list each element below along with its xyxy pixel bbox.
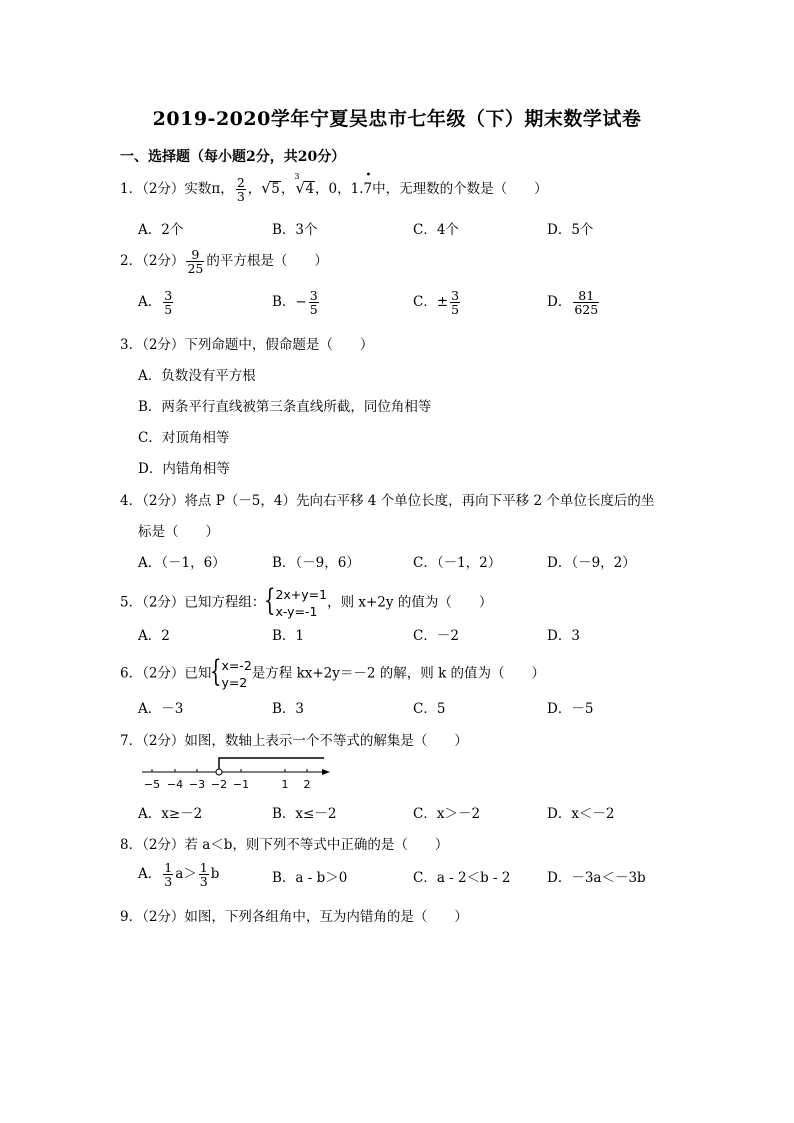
q2-option-a: A． $\frac{3}{5}$ xyxy=(138,288,173,317)
q6-equation-system: { x=-2 y=2 xyxy=(210,654,252,690)
q1-prefix: 1．（2分）实数π， xyxy=(120,181,234,197)
question-8: 8．（2分）若 a＜b，则下列不等式中正确的是（ ） xyxy=(120,837,449,853)
q6-option-b: B．3 xyxy=(272,701,305,717)
q3-option-a: A．负数没有平方根 xyxy=(138,368,256,384)
q8-option-d: D．－3a＜－3b xyxy=(547,870,646,886)
question-4-line-1: 4．（2分）将点 P（－5，4）先向右平移 4 个单位长度，再向下平移 2 个单位长度后的坐 xyxy=(120,493,655,509)
q8-option-c: C．a - 2＜b - 2 xyxy=(413,870,511,886)
q1-repeating-digit: • 7 xyxy=(363,170,373,197)
q3-option-d: D．内错角相等 xyxy=(138,461,230,477)
q7-option-a: A．x≥－2 xyxy=(138,806,203,822)
q1-option-c: C．4个 xyxy=(413,222,459,238)
q5-option-d: D．3 xyxy=(547,628,580,644)
question-5: 5．（2分）已知方程组： { 2x+y=1 x-y=-1 ，则 x+2y 的值为（ ） xyxy=(120,583,493,619)
question-1: 1．（2分）实数π， $\frac{2}{3}$ ， √ 5，$^3$ √ 4，0，1. • 7中，无理数的个数是（ ） xyxy=(120,170,548,204)
q7-option-d: D．x＜－2 xyxy=(547,806,615,822)
q6-option-c: C．5 xyxy=(413,701,446,717)
q1-mid: ，0，1. xyxy=(315,181,364,197)
section-heading: 一、选择题（每小题2分，共20分） xyxy=(120,149,346,165)
question-4-line-2: 标是（ ） xyxy=(138,524,219,540)
tick-label: −3 xyxy=(188,778,206,791)
q1-option-b: B．3个 xyxy=(272,222,318,238)
q5-option-c: C．－2 xyxy=(413,628,459,644)
question-3: 3．（2分）下列命题中，假命题是（ ） xyxy=(120,337,374,353)
question-9: 9．（2分）如图，下列各组角中，互为内错角的是（ ） xyxy=(120,909,468,925)
q2-option-c: C．± $\frac{3}{5}$ xyxy=(413,288,460,317)
tick-label: −1 xyxy=(232,778,250,791)
q1-option-a: A．2个 xyxy=(138,222,184,238)
question-2: 2．（2分） $\frac{9}{25}$ 的平方根是（ ） xyxy=(120,247,328,276)
tick-label: 2 xyxy=(303,778,311,791)
q6-option-d: D．－5 xyxy=(547,701,594,717)
q2-option-d: D． $\frac{81}{625}$ xyxy=(547,288,599,317)
q7-option-b: B．x≤－2 xyxy=(272,806,337,822)
q2-fraction: $\frac{9}{25}$ xyxy=(187,247,204,276)
tick-label: −2 xyxy=(210,778,228,791)
q4-option-b: B．（－9，6） xyxy=(272,555,360,571)
q1-sqrt: √ 5 xyxy=(261,179,280,197)
open-endpoint xyxy=(216,769,222,775)
q1-cbrt-index: 3 xyxy=(294,172,300,181)
tick-label: −4 xyxy=(166,778,184,791)
q8-option-a: A． $\frac{1}{3}$ a＞ $\frac{1}{3}$ b xyxy=(138,860,220,889)
q3-option-c: C．对顶角相等 xyxy=(138,430,230,446)
page-title: 2019-2020学年宁夏吴忠市七年级（下）期末数学试卷 xyxy=(152,108,642,130)
question-7: 7．（2分）如图，数轴上表示一个不等式的解集是（ ） xyxy=(120,733,468,749)
number-line-arrow xyxy=(322,769,330,775)
solution-ray xyxy=(219,758,324,769)
q3-option-b: B．两条平行直线被第三条直线所截，同位角相等 xyxy=(138,399,432,415)
q6-option-a: A．－3 xyxy=(138,701,184,717)
q7-option-c: C．x＞－2 xyxy=(413,806,481,822)
q5-equation-system: { 2x+y=1 x-y=-1 xyxy=(264,583,328,619)
q1-cbrt: √ 4 xyxy=(295,179,315,197)
tick-label: −5 xyxy=(143,778,161,791)
q4-option-c: C．（－1，2） xyxy=(413,555,502,571)
q1-fraction: $\frac{2}{3}$ xyxy=(236,175,245,204)
tick-label: 1 xyxy=(281,778,289,791)
q1-option-d: D．5个 xyxy=(547,222,594,238)
question-6: 6．（2分）已知 { x=-2 y=2 是方程 kx+2y＝－2 的解，则 k 的值为（ ） xyxy=(120,654,546,690)
q8-option-b: B．a - b＞0 xyxy=(272,870,348,886)
q1-suffix: 中，无理数的个数是（ ） xyxy=(372,181,548,197)
q4-option-a: A．（－1，6） xyxy=(138,555,226,571)
q5-option-b: B．1 xyxy=(272,628,305,644)
q4-option-d: D．（－9，2） xyxy=(547,555,636,571)
number-line-figure xyxy=(138,752,338,794)
q5-option-a: A．2 xyxy=(138,628,170,644)
q2-option-b: B．− $\frac{3}{5}$ xyxy=(272,288,318,317)
